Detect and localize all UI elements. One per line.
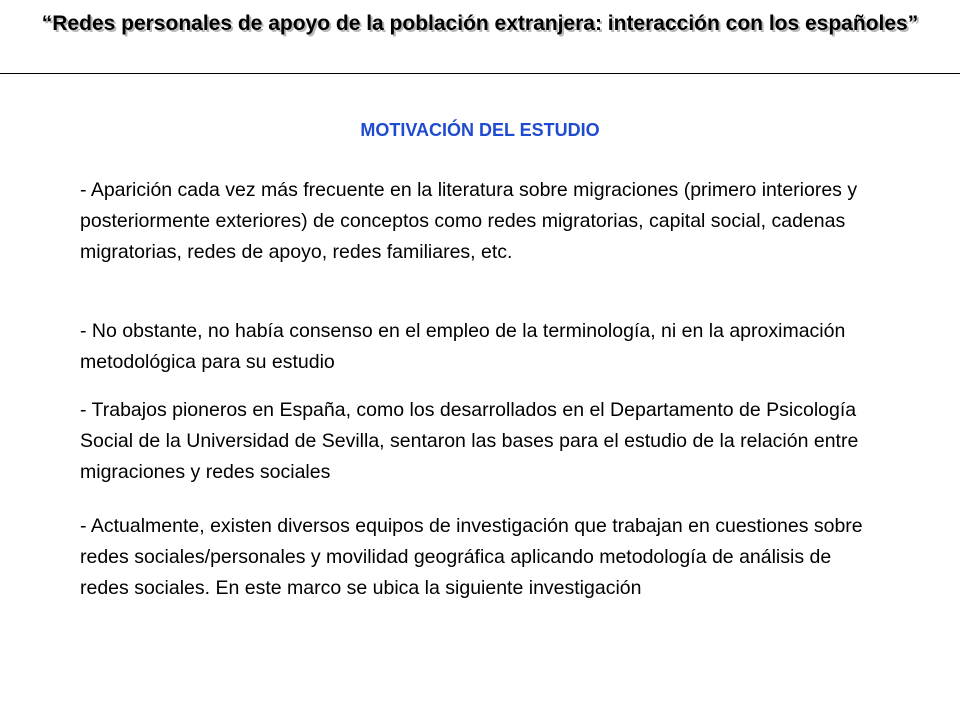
bullet-paragraph-pioneers: - Trabajos pioneros en España, como los desarrollados en el Departamento de Psicología Social de la Universidad de Sevilla, sentaron las bases para el estudio de la relación entre migraciones y redes sociales bbox=[80, 399, 859, 483]
title-divider bbox=[0, 73, 960, 74]
bullet-paragraph-literature: - Aparición cada vez más frecuente en la literatura sobre migraciones (primero interiores y posteriormente exteriores) de conceptos como redes migratorias, capital social, cadenas migratorias, redes de apoyo, redes familiares, etc. bbox=[80, 179, 858, 263]
slide-title: “Redes personales de apoyo de la población extranjera: interacción con los españoles” bbox=[41, 12, 919, 35]
bullet-paragraph-consensus: - No obstante, no había consenso en el empleo de la terminología, ni en la aproximación metodológica para su estudio bbox=[80, 320, 846, 373]
section-heading: MOTIVACIÓN DEL ESTUDIO bbox=[360, 120, 600, 140]
bullet-paragraph-current-research: - Actualmente, existen diversos equipos de investigación que trabajan en cuestiones sobre redes sociales/personales y movilidad geográfica aplicando metodología de análisis de redes sociales. En este marco se ubica la siguiente investigación bbox=[80, 515, 863, 599]
